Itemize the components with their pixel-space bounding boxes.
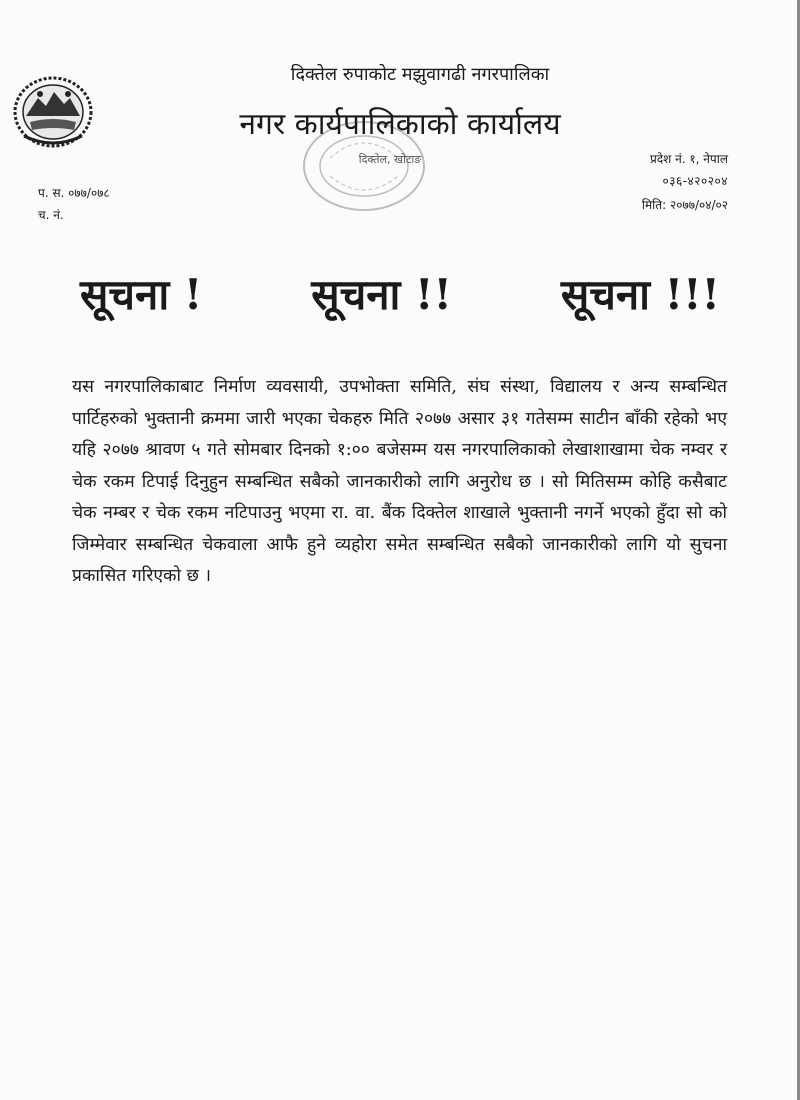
notice-headline (80, 268, 720, 322)
notice-word: सूचना !!! (560, 270, 720, 319)
phone-number: ०३६-४२०२०४ (662, 174, 728, 188)
letter-number: प. स. ०७७/०७८ (38, 186, 110, 200)
office-location: दिक्तेल, खोटाङ (358, 153, 422, 166)
municipality-name: दिक्तेल रुपाकोट मझुवागढी नगरपालिका (290, 64, 550, 85)
nepal-emblem-icon (10, 72, 96, 150)
office-title: नगर कार्यपालिकाको कार्यालय (239, 107, 561, 142)
notice-date: मिति: २०७७/०४/०२ (641, 198, 728, 212)
notice-body: यस नगरपालिकाबाट निर्माण व्यवसायी, उपभोक्ता समिति, संघ संस्था, विद्यालय र अन्य सम्बन्धित पार्टिहरुको भुक्तानी क्रममा जारी भएका चेकहरु मिति २०७७ असार ३१ गतेसम्म साटीन बाँकी रहेको भए यहि २०७७ श्रावण ५ गते सोमबार दिनको १:०० बजेसम्म यस नगरपालिकाको लेखाशाखामा चेक नम्वर र चेक रकम टिपाई दिनुहुन सम्बन्धित सबैको जानकारीको लागि अनुरोध छ । सो मितिसम्म कोहि कसैबाट चेक नम्बर र चेक रकम नटिपाउनु भएमा रा. वा. बैंक दिक्तेल शाखाले भुक्तानी नगर्ने भएको हुँदा सो को जिम्मेवार सम्बन्धित चेकवाला आफै हुने व्यहोरा समेत सम्बन्धित सबैको जानकारीको लागि यो सुचना प्रकासित गरिएको छ । (72, 377, 727, 586)
notice-word: सूचना !! (311, 270, 452, 319)
province-address: प्रदेश नं. १, नेपाल (649, 152, 728, 166)
notice-word: सूचना ! (80, 270, 203, 319)
dispatch-number: च. नं. (38, 208, 64, 222)
